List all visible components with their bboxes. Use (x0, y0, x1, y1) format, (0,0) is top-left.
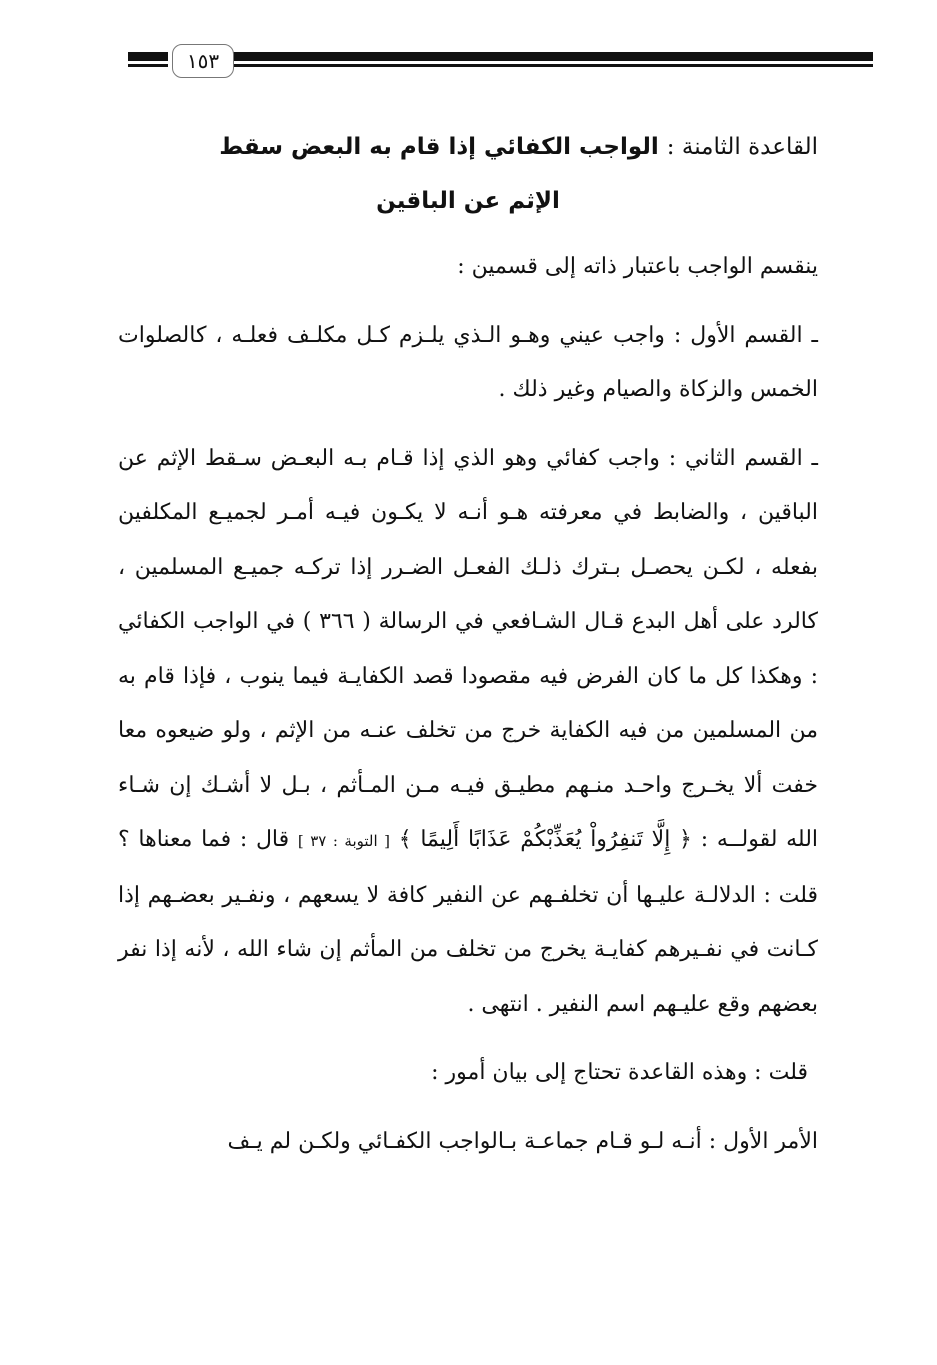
section-two-text: ـ القسم الثاني : واجب كفائي وهو الذي إذا قـام بـه البعـض سـقط الإثم عن الباقين ، والضابط في معرفته هـو أنـه لا يكـون فيـه أمـر لجميـع المكلفين بفعله ، لكـن يحصـل بـترك ذلـك الفعـل الضـرر إذا تركـه جميـع المسلمين ، كالرد على أهل البدع قـال الشـافعي في الرسالة ( ٣٦٦ ) في الواجب الكفائي : وهكذا كل ما كان الفرض فيه مقصودا قصد الكفايـة فيما ينوب ، فإذا قام به من المسلمين من فيه الكفاية خرج من تخلف عنـه من الإثم ، ولو ضيعوه معا خفت ألا يخـرج واحـد منـهم مطيـق فيـه مـن المـأثم ، بـل لا أشـك إن شـاء الله لقولــه : (118, 445, 819, 852)
matter-one-paragraph: الأمر الأول : أنـه لـو قـام جماعـة بـالواجب الكفـائي ولكـن لم يـف (227, 1128, 818, 1154)
page-number (172, 44, 234, 78)
page-header (128, 44, 873, 74)
rule-heading (118, 120, 818, 228)
intro-paragraph: ينقسم الواجب باعتبار ذاته إلى قسمين : (457, 254, 818, 279)
conclusion-paragraph: قلت : وهذه القاعدة تحتاج إلى بيان أمور : (431, 1060, 808, 1085)
rule-heading-label: القاعدة الثامنة : (666, 134, 818, 160)
rule-heading-title-line1: الواجب الكفائي إذا قام به البعض سقط (219, 134, 659, 160)
section-two-continuation: قال : فما معناها ؟ قلت : الدلالـة عليـها أن تخلفـهم عن النفير كافة لا يسعهم ، ونفـير بعضـهم إذا كـانت في نفـيرهم كفايـة يخرج من تخلف من المأثم إن شاء الله ، لأنه إذا نفر بعضهم وقع عليـهم اسم النفير . انتهى . (118, 827, 818, 1017)
quran-verse: ﴿ إِلَّا تَنفِرُواْ يُعَذِّبْكُمْ عَذَابًا أَلِيمًا ﴾ (398, 827, 692, 852)
header-rule-thin (233, 64, 873, 67)
page-number-text: ١٥٣ (186, 49, 220, 73)
rule-heading-title-line2: الإثم عن الباقين (376, 188, 560, 214)
header-rule-thick (233, 52, 873, 61)
section-two-paragraph (118, 432, 818, 1033)
section-one-paragraph: ـ القسم الأول : واجب عيني وهـو الـذي يلـزم كـل مكلـف فعلـه ، كالصلوات الخمس والزكاة والصيام وغير ذلك . (118, 322, 818, 402)
header-rule-left-thick (128, 52, 168, 61)
page-content (118, 120, 818, 1169)
verse-reference: [ التوبة : ٣٧ ] (297, 832, 390, 850)
header-rule-left-thin (128, 64, 168, 67)
